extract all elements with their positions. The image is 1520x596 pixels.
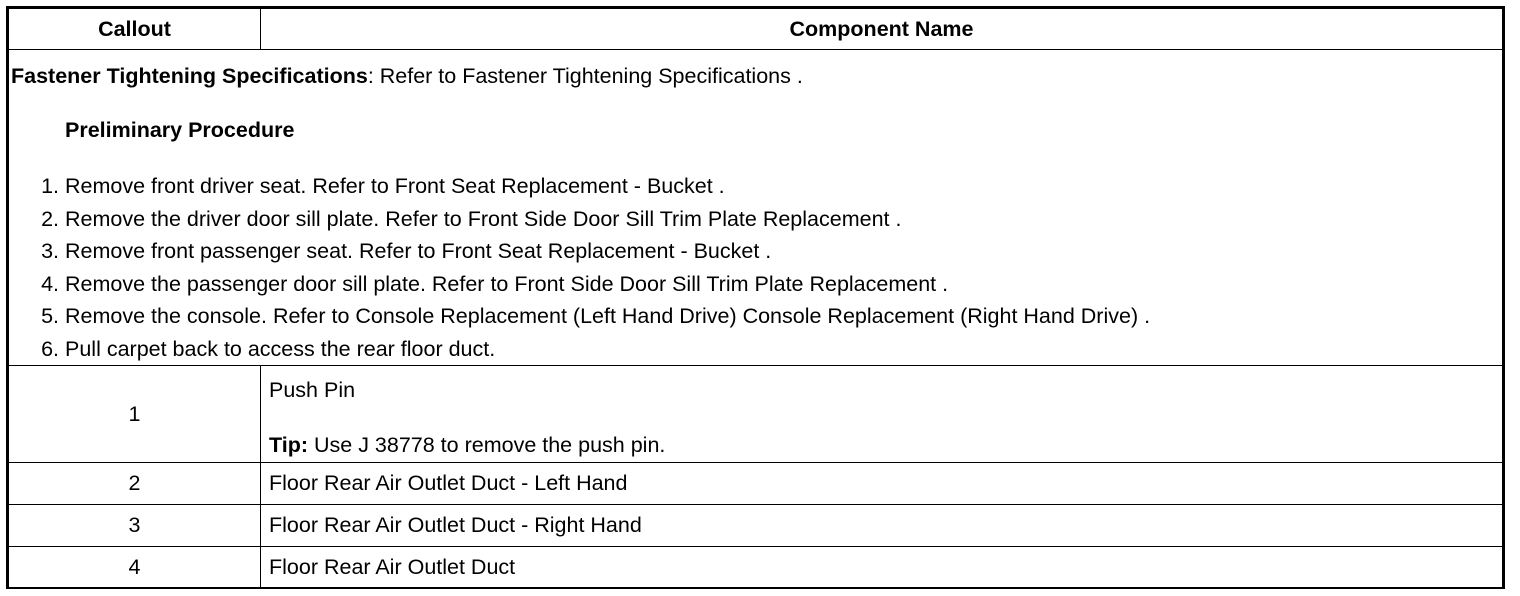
callout-cell: 3 (9, 505, 261, 547)
table-header-row (9, 9, 1503, 50)
component-name-cell: Floor Rear Air Outlet Duct (261, 547, 1503, 589)
procedure-cell (9, 50, 1503, 366)
component-table-document (6, 6, 1505, 589)
component-name: Push Pin (269, 378, 356, 402)
fastener-spec-text: : Refer to Fastener Tightening Specifications . (367, 64, 803, 88)
preliminary-procedure-title: Preliminary Procedure (65, 118, 295, 142)
tip-text: Use J 38778 to remove the push pin. (308, 433, 666, 457)
component-table (8, 8, 1503, 589)
step-item: 1. Remove front driver seat. Refer to Front Seat Replacement - Bucket . (65, 170, 1502, 203)
step-item: 3. Remove front passenger seat. Refer to Front Seat Replacement - Bucket . (65, 235, 1502, 268)
step-item: 5. Remove the console. Refer to Console Replacement (Left Hand Drive) Console Replacement (Right Hand Drive) . (65, 300, 1502, 333)
table-row (9, 547, 1503, 589)
callout-cell: 2 (9, 463, 261, 505)
header-callout: Callout (9, 9, 261, 50)
table-row (9, 463, 1503, 505)
step-item: 4. Remove the passenger door sill plate. Refer to Front Side Door Sill Trim Plate Replacement . (65, 268, 1502, 301)
step-item: 2. Remove the driver door sill plate. Refer to Front Side Door Sill Trim Plate Replacement . (65, 203, 1502, 236)
component-name-cell: Floor Rear Air Outlet Duct - Left Hand (261, 463, 1503, 505)
preliminary-steps-list (11, 170, 1502, 365)
table-row (9, 366, 1503, 463)
step-item: 6. Pull carpet back to access the rear floor duct. (65, 333, 1502, 366)
component-name-cell: Floor Rear Air Outlet Duct - Right Hand (261, 505, 1503, 547)
component-name-cell (261, 366, 1503, 463)
callout-cell: 4 (9, 547, 261, 589)
callout-cell: 1 (9, 366, 261, 463)
tip-line (269, 432, 1502, 458)
tip-label: Tip: (269, 433, 309, 457)
fastener-spec-label: Fastener Tightening Specifications (11, 64, 368, 88)
fastener-spec-line (11, 63, 1502, 89)
procedure-row (9, 50, 1503, 366)
header-component-name: Component Name (261, 9, 1503, 50)
table-row (9, 505, 1503, 547)
